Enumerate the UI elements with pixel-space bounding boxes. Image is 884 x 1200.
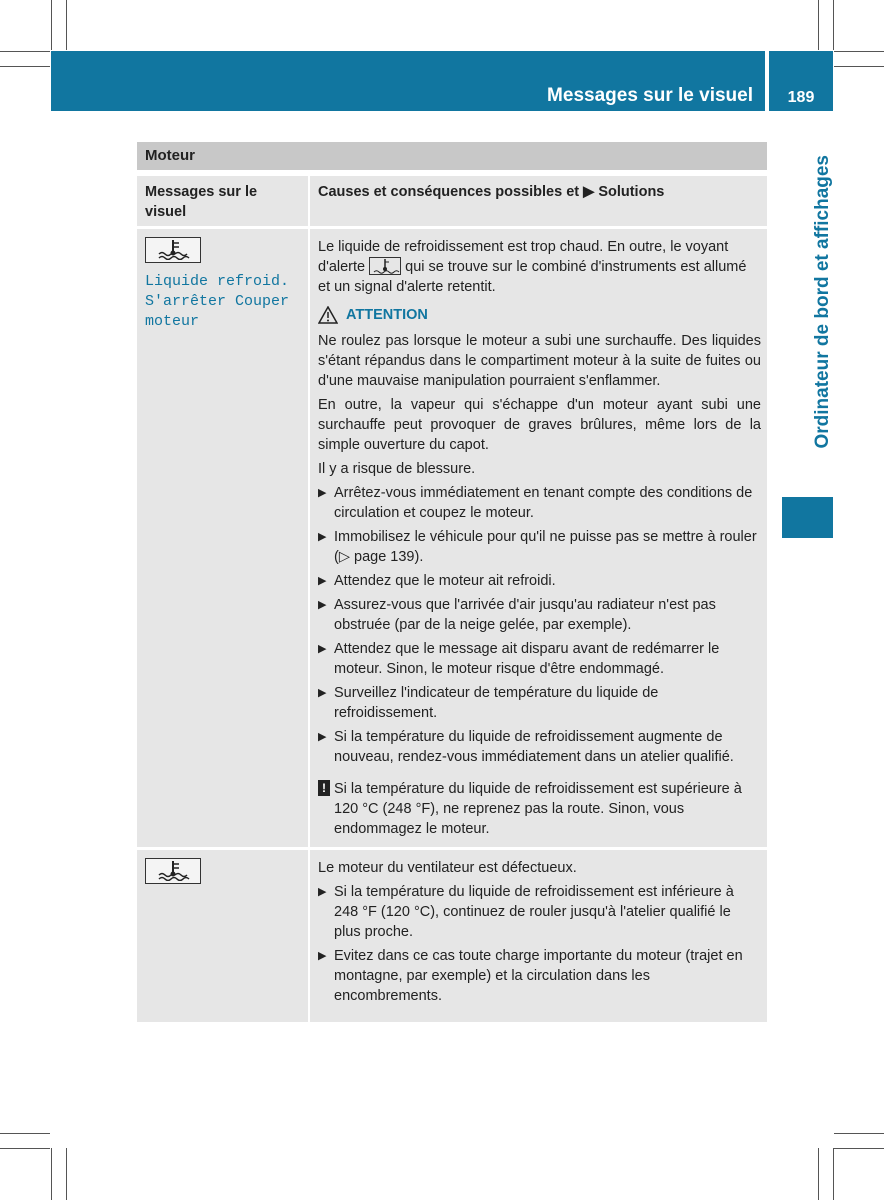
bullet-icon: ▶ [318, 687, 327, 699]
table-row [137, 850, 767, 1022]
list-item: ▶ Attendez que le moteur ait refroidi. [318, 573, 556, 589]
bullet-icon: ▶ [318, 950, 327, 962]
note: ! Si la température du liquide de refroidissement est supérieure à 120 °C (248 °F), ne reprenez pas la route. Sinon, vous endommagez le moteur. [318, 779, 761, 839]
bullet-icon: ▶ [318, 575, 327, 587]
crop-mark [833, 1148, 834, 1200]
step-list [318, 882, 761, 1006]
column-header-causes: Causes et conséquences possibles et ▶ Solutions [310, 176, 767, 226]
coolant-temperature-icon [145, 858, 201, 884]
header-bar [51, 51, 765, 111]
crop-mark [0, 1148, 50, 1149]
crop-mark [834, 66, 884, 67]
bullet-icon: ▶ [318, 487, 327, 499]
crop-mark [834, 1148, 884, 1149]
exclamation-icon: ! [318, 780, 330, 796]
coolant-temperature-icon [145, 237, 201, 263]
coolant-warning-lamp-icon [369, 257, 401, 275]
bullet-icon: ▶ [318, 531, 327, 543]
list-item: ▶ Assurez-vous que l'arrivée d'air jusqu'au radiateur n'est pas obstruée (par de la neige gelée, par exemple). [318, 597, 716, 633]
page-number: 189 [787, 89, 815, 106]
warning-heading: ATTENTION [318, 305, 761, 325]
crop-mark [834, 1133, 884, 1134]
crop-mark [0, 51, 50, 52]
column-header-messages: Messages sur le visuel [137, 176, 310, 226]
warning-text: En outre, la vapeur qui s'échappe d'un moteur ayant subi une surchauffe peut provoquer de graves brûlures, même lors de la simple ouverture du capot. [318, 397, 761, 453]
chapter-side-tab: Ordinateur de bord et affichages [812, 155, 833, 449]
crop-mark [818, 1148, 819, 1200]
list-item: ▶ Surveillez l'indicateur de température du liquide de refroidissement. [318, 685, 659, 721]
bullet-icon: ▶ [318, 886, 327, 898]
display-line: moteur [145, 313, 200, 330]
chapter-marker [782, 497, 833, 538]
crop-mark [66, 1148, 67, 1200]
bullet-icon: ▶ [318, 643, 327, 655]
list-item: ▶ Arrêtez-vous immédiatement en tenant compte des conditions de circulation et coupez le moteur. [318, 485, 753, 521]
page-title: Messages sur le visuel [547, 85, 753, 106]
list-item: ▶ Si la température du liquide de refroidissement augmente de nouveau, rendez-vous immédiatement dans un atelier qualifié. [318, 729, 734, 765]
message-table [137, 142, 767, 1022]
table-row [137, 229, 767, 847]
bullet-icon: ▶ [318, 599, 327, 611]
crop-mark [833, 0, 834, 50]
section-heading: Moteur [137, 142, 767, 170]
warning-triangle-icon [318, 306, 338, 324]
crop-mark [51, 1148, 52, 1200]
list-item: ▶ Evitez dans ce cas toute charge importante du moteur (trajet en montagne, par exemple) et la circulation dans les encombrements. [318, 948, 743, 1004]
crop-mark [0, 1133, 50, 1134]
warning-text: Ne roulez pas lorsque le moteur a subi une surchauffe. Des liquides s'étant répandus dans le compartiment moteur à la suite de fuites ou d'une mauvaise manipulation pourraient s'enflammer. [318, 333, 761, 389]
step-list [318, 483, 761, 767]
intro-text: Le moteur du ventilateur est défectueux. [318, 860, 577, 876]
list-item: ▶ Si la température du liquide de refroidissement est inférieure à 248 °F (120 °C), continuez de rouler jusqu'à l'atelier qualifié le plus proche. [318, 884, 734, 940]
display-line: S'arrêter Couper [145, 293, 290, 310]
crop-mark [0, 66, 50, 67]
warning-text: Il y a risque de blessure. [318, 461, 476, 477]
intro-text: Le liquide de refroidissement est trop chaud. En outre, le voyant d'alerte qui se trouve sur le combiné d'instruments est allumé et un signal d'alerte retentit. [318, 239, 747, 295]
bullet-icon: ▶ [318, 731, 327, 743]
list-item: ▶ Immobilisez le véhicule pour qu'il ne puisse pas se mettre à rouler (▷ page 139). [318, 529, 757, 565]
display-line: Liquide refroid. [145, 273, 290, 290]
crop-mark [834, 51, 884, 52]
page-number-box [769, 51, 833, 111]
crop-mark [51, 0, 52, 50]
crop-mark [66, 0, 67, 50]
display-message [145, 272, 300, 332]
list-item: ▶ Attendez que le message ait disparu avant de redémarrer le moteur. Sinon, le moteur risque d'être endommagé. [318, 641, 720, 677]
crop-mark [818, 0, 819, 50]
